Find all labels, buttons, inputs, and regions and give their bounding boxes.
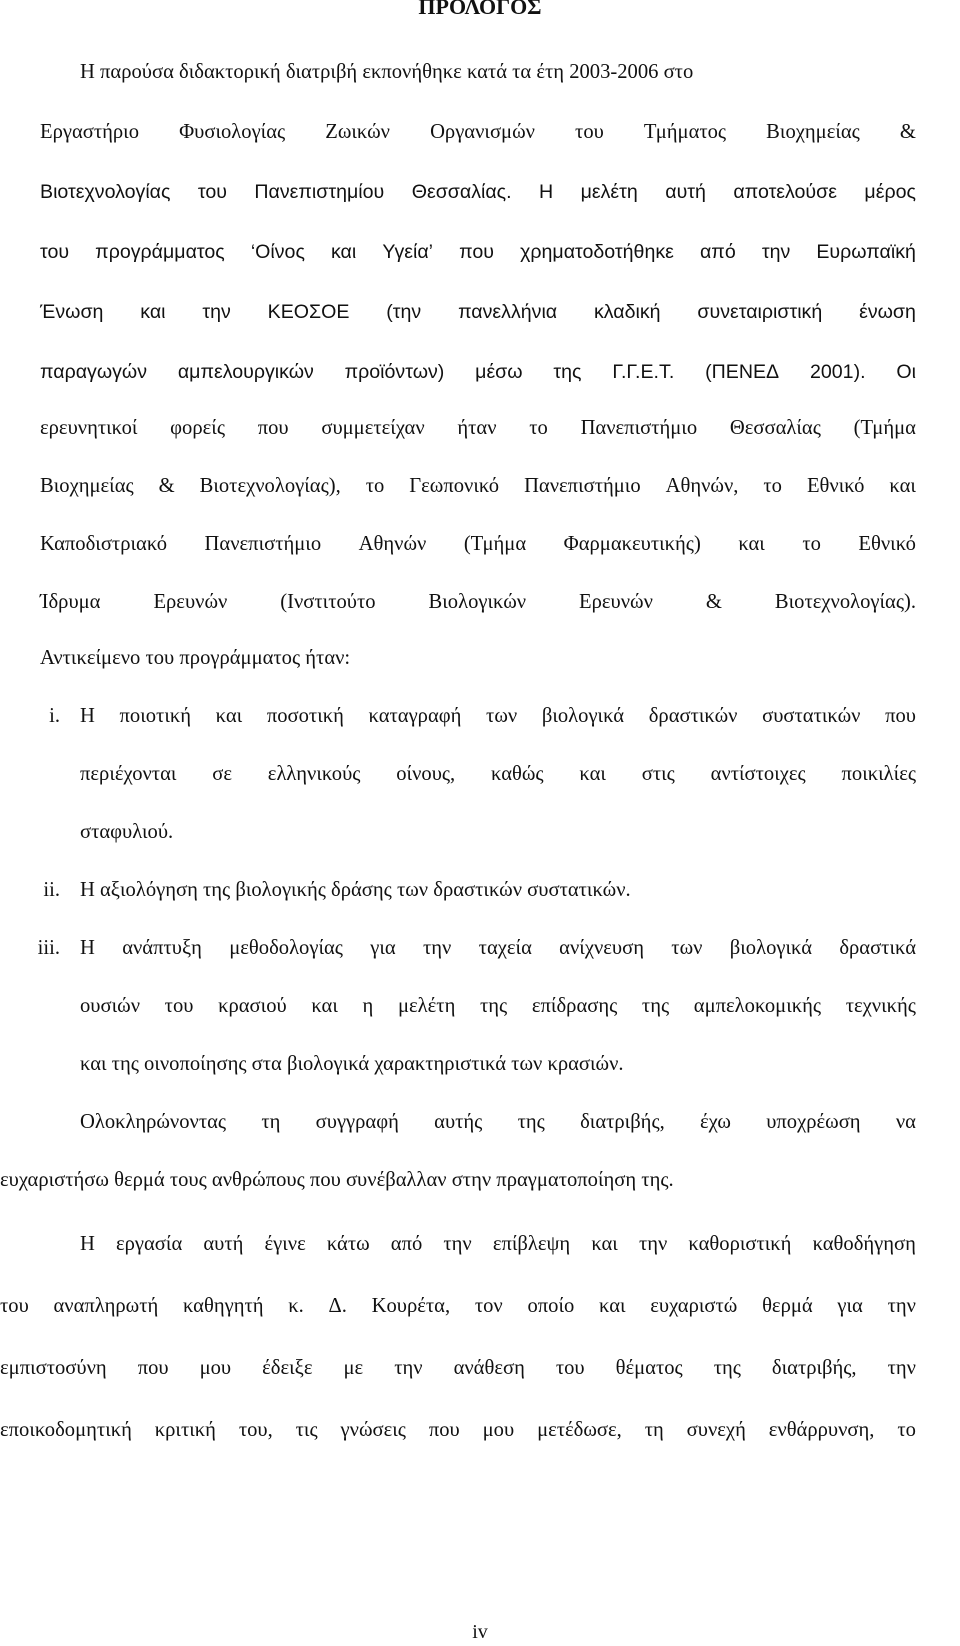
page-title: ΠΡΟΛΟΓΟΣ xyxy=(418,0,542,19)
paragraph-3-line: Η εργασία αυτή έγινε κάτω από την επίβλεψη και την καθοριστική καθοδήγηση xyxy=(80,1233,916,1255)
list-item-line: περιέχονται σε ελληνικούς οίνους, καθώς και στις αντίστοιχες ποικιλίες xyxy=(80,763,916,785)
paragraph-1-line: Ίδρυμα Ερευνών (Ινστιτούτο Βιολογικών Ερευνών & Βιοτεχνολογίας). xyxy=(40,591,916,613)
paragraph-2-line: Ολοκληρώνοντας τη συγγραφή αυτής της διατριβής, έχω υποχρέωση να xyxy=(80,1111,916,1133)
list-marker: i. xyxy=(49,705,60,727)
paragraph-3-line: εποικοδομητική κριτική του, τις γνώσεις που μου μετέδωσε, τη συνεχή ενθάρρυνση, το xyxy=(0,1419,916,1441)
paragraph-1-line: Βιοχημείας & Βιοτεχνολογίας), το Γεωπονικό Πανεπιστήμιο Αθηνών, το Εθνικό και xyxy=(40,475,916,497)
list-item-line: και της οινοποίησης στα βιολογικά χαρακτηριστικά των κρασιών. xyxy=(80,1053,624,1075)
paragraph-1-line: Αντικείμενο του προγράμματος ήταν: xyxy=(40,647,351,669)
list-item-line: σταφυλιού. xyxy=(80,821,174,843)
paragraph-1-line: ερευνητικοί φορείς που συμμετείχαν ήταν το Πανεπιστήμιο Θεσσαλίας (Τμήμα xyxy=(40,417,916,439)
paragraph-2-line: ευχαριστήσω θερμά τους ανθρώπους που συνέβαλλαν στην πραγματοποίηση της. xyxy=(0,1169,674,1191)
paragraph-3-line: του αναπληρωτή καθηγητή κ. Δ. Κουρέτα, τον οποίο και ευχαριστώ θερμά για την xyxy=(0,1295,916,1317)
paragraph-3-line: εμπιστοσύνη που μου έδειξε με την ανάθεση του θέματος της διατριβής, την xyxy=(0,1357,916,1379)
list-item-line: Η αξιολόγηση της βιολογικής δράσης των δραστικών συστατικών. xyxy=(80,879,631,901)
paragraph-1-line: παραγωγών αμπελουργικών προϊόντων) μέσω της Γ.Γ.Ε.Τ. (ΠΕΝΕΔ 2001). Οι xyxy=(40,361,916,383)
list-item-line: Η ανάπτυξη μεθοδολογίας για την ταχεία ανίχνευση των βιολογικά δραστικά xyxy=(80,937,916,959)
paragraph-1-line: Εργαστήριο Φυσιολογίας Ζωικών Οργανισμών του Τμήματος Βιοχημείας & xyxy=(40,121,916,143)
list-item-line: ουσιών του κρασιού και η μελέτη της επίδρασης της αμπελοκομικής τεχνικής xyxy=(80,995,916,1017)
paragraph-1-line: Καποδιστριακό Πανεπιστήμιο Αθηνών (Τμήμα Φαρμακευτικής) και το Εθνικό xyxy=(40,533,916,555)
page-number: iv xyxy=(472,1621,488,1643)
list-item-line: Η ποιοτική και ποσοτική καταγραφή των βιολογικά δραστικών συστατικών που xyxy=(80,705,916,727)
paragraph-1-line: Η παρούσα διδακτορική διατριβή εκπονήθηκε κατά τα έτη 2003-2006 στο xyxy=(80,61,694,83)
list-marker: iii. xyxy=(37,937,60,959)
paragraph-1-line: Ένωση και την ΚΕΟΣΟΕ (την πανελλήνια κλαδική συνεταιριστική ένωση xyxy=(40,301,916,323)
list-marker: ii. xyxy=(43,879,60,901)
paragraph-1-line: του προγράμματος ‘Οίνος και Υγεία’ που χρηματοδοτήθηκε από την Ευρωπαϊκή xyxy=(40,241,916,263)
paragraph-1-line: Βιοτεχνολογίας του Πανεπιστημίου Θεσσαλίας. Η μελέτη αυτή αποτελούσε μέρος xyxy=(40,181,916,203)
